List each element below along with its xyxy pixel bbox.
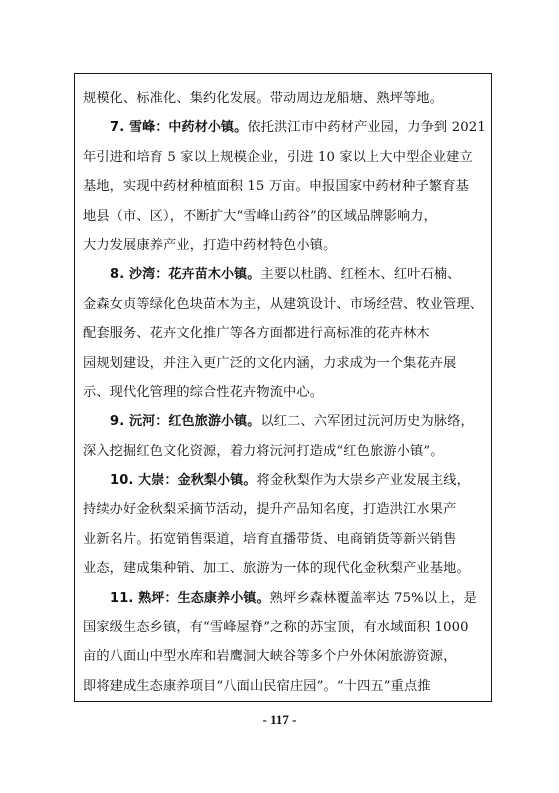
text-line: 大力发展康养产业，打造中药材特色小镇。 — [83, 237, 337, 253]
text-line — [83, 113, 486, 142]
text-run: 将金秋梨作为大崇乡产业发展主线， — [256, 473, 470, 489]
text-line: 年引进和培育 5 家以上规模企业，引进 10 家以上大中型企业建立 — [83, 149, 473, 165]
text-run: 熟坪乡森林覆盖率达 75%以上，是 — [269, 590, 478, 606]
text-line — [83, 407, 483, 436]
text-line: 持续办好金秋梨采摘节活动，提升产品知名度，打造洪江水果产 — [83, 502, 457, 518]
text-line: 基地，实现中药材种植面积 15 万亩。申报国家中药材种子繁育基 — [83, 179, 469, 195]
text-run: 主要以杜鹃、红桎木、红叶石楠、 — [260, 267, 461, 283]
text-line: 亩的八面山中型水库和岩鹰洞大峡谷等多个户外休闲旅游资源， — [83, 649, 457, 665]
text-line: 业态，建成集种销、加工、旅游为一体的现代化金秋梨产业基地。 — [83, 561, 470, 577]
text-run: 以红二、六军团过沅河历史为脉络， — [260, 414, 474, 430]
text-line: 国家级生态乡镇，有“雪峰屋脊”之称的苏宝顶，有水域面积 1000 — [83, 620, 469, 636]
section-title: 11. 熟坪：生态康养小镇。 — [110, 590, 270, 606]
text-line: 即将建成生态康养项目“八面山民宿庄园”。“十四五”重点推 — [83, 678, 431, 694]
text-line: 地县（市、区），不断扩大“雪峰山药谷”的区域品牌影响力， — [83, 208, 437, 224]
text-line: 规模化、标准化、集约化发展。带动周边龙船塘、熟坪等地。 — [83, 91, 444, 106]
section-title: 8. 沙湾：花卉苗木小镇。 — [110, 267, 261, 283]
text-line: 深入挖掘红色文化资源，着力将沅河打造成“红色旅游小镇”。 — [83, 443, 444, 459]
text-line: 业新名片。拓宽销售渠道，培育直播带货、电商销货等新兴销售 — [83, 531, 457, 547]
text-line: 配套服务、花卉文化推广等各方面都进行高标准的花卉林木 — [83, 326, 430, 342]
body-text — [83, 84, 486, 701]
text-run: 依托洪江市中药材产业园，力争到 2021 — [247, 120, 486, 136]
text-line — [83, 466, 483, 495]
section-title: 7. 雪峰：中药材小镇。 — [110, 120, 248, 136]
section-title: 10. 大崇：金秋梨小镇。 — [110, 473, 257, 489]
text-line: 园规划建设，并注入更广泛的文化内涵，力求成为一个集花卉展 — [83, 355, 457, 371]
text-line — [83, 584, 483, 613]
page-number: - 117 - — [262, 712, 297, 727]
text-line: 示、现代化管理的综合性花卉物流中心。 — [83, 384, 324, 400]
text-line — [83, 260, 483, 289]
section-title: 9. 沅河：红色旅游小镇。 — [110, 414, 261, 430]
text-line: 金森女贞等绿化色块苗木为主，从建筑设计、市场经营、牧业管理、 — [83, 296, 484, 312]
